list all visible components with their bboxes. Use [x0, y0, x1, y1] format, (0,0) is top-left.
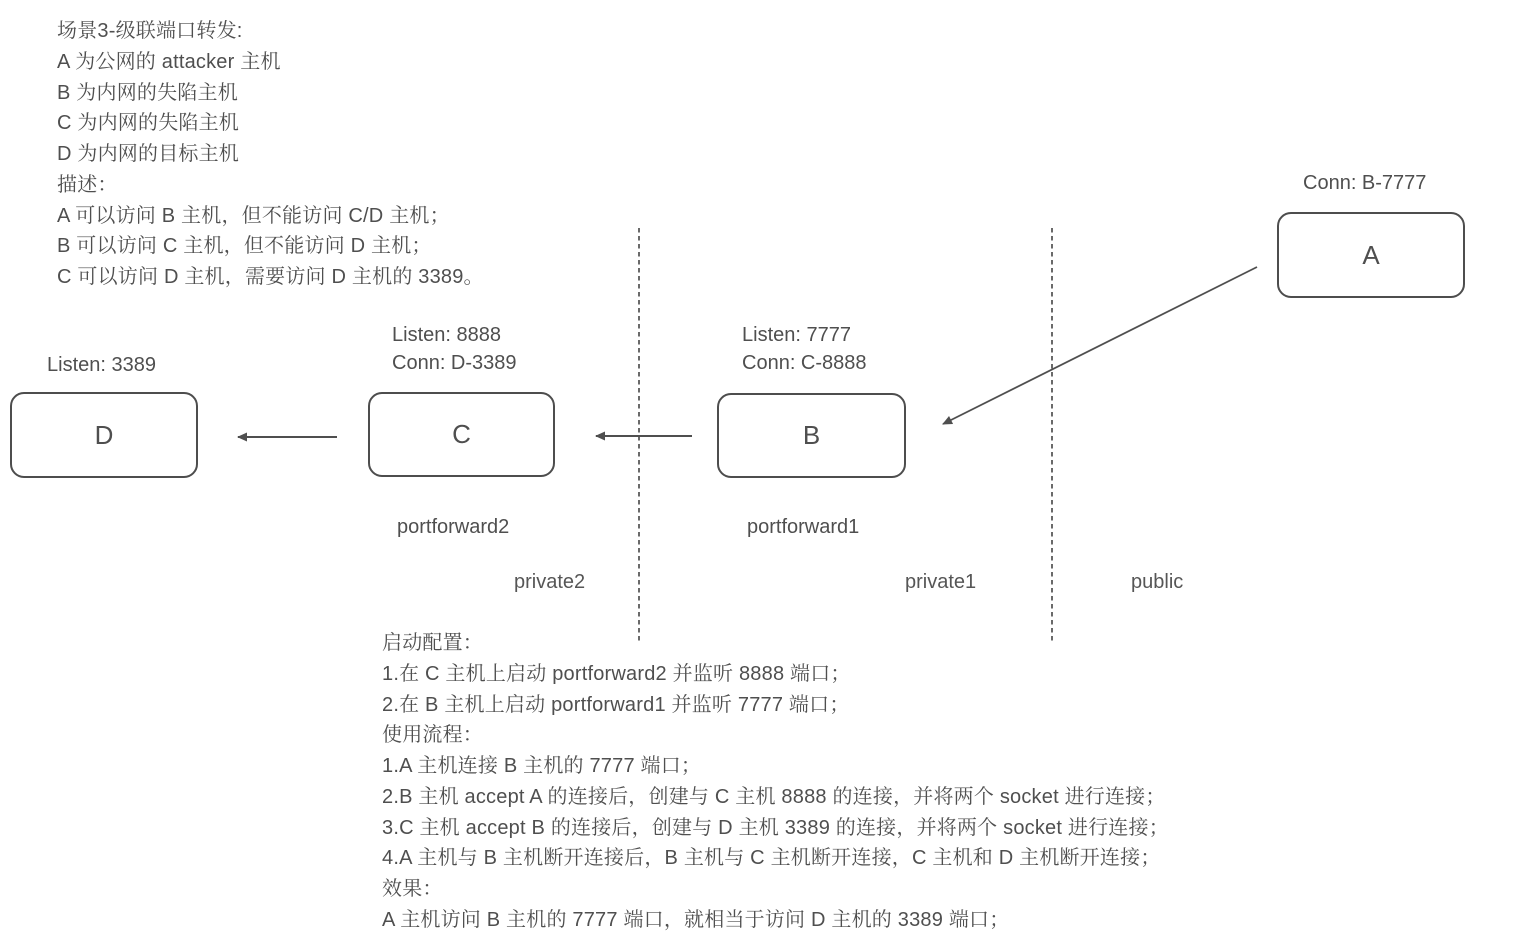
host-box-a [1277, 212, 1465, 298]
scenario-note-line: D 为内网的目标主机 [57, 143, 239, 165]
zone-label-private2: private2 [514, 571, 586, 593]
host-box-b [717, 393, 906, 478]
config-note-line: 4.A 主机与 B 主机断开连接后，B 主机与 C 主机断开连接，C 主机和 D 主机断开连接； [382, 847, 1161, 870]
config-note-line: 2.B 主机 accept A 的连接后，创建与 C 主机 8888 的连接，并将两个 socket 进行连接； [382, 785, 1166, 808]
arrow-a-to-b [943, 267, 1257, 424]
host-c-conn-label: Conn: D-3389 [392, 351, 517, 374]
config-note-line: 1.在 C 主机上启动 portforward2 并监听 8888 端口； [382, 662, 851, 685]
config-note-line: 使用流程： [382, 724, 483, 747]
host-box-d [10, 392, 198, 478]
scenario-note-line: C 可以访问 D 主机，需要访问 D 主机的 3389。 [57, 266, 484, 288]
zone-label-public: public [1131, 571, 1184, 593]
config-note-line: 2.在 B 主机上启动 portforward1 并监听 7777 端口； [382, 693, 850, 716]
host-a-conn-label: Conn: B-7777 [1303, 172, 1427, 194]
scenario-note-line: 场景3-级联端口转发: [57, 20, 243, 42]
scenario-note-line: B 可以访问 C 主机，但不能访问 D 主机； [57, 235, 432, 258]
scenario-note-line: C 为内网的失陷主机 [57, 112, 239, 135]
config-notes-block [382, 628, 1169, 936]
scenario-note-line: A 可以访问 B 主机，但不能访问 C/D 主机； [57, 204, 450, 227]
host-d-name: D [94, 419, 114, 450]
host-c-tool-label: portforward2 [397, 516, 510, 538]
config-note-line: 1.A 主机连接 B 主机的 7777 端口； [382, 755, 702, 777]
scenario-note-line: A 为公网的 attacker 主机 [57, 50, 281, 73]
config-note-line: A 主机访问 B 主机的 7777 端口，就相当于访问 D 主机的 3389 端口； [382, 908, 1010, 931]
host-c-listen-label: Listen: 8888 [392, 324, 501, 346]
scenario-note-line: B 为内网的失陷主机 [57, 81, 238, 104]
scenario-note-line: 描述： [57, 173, 118, 196]
host-c-port-labels [392, 322, 517, 377]
config-note-line: 启动配置： [382, 632, 483, 654]
config-note-line: 3.C 主机 accept B 的连接后，创建与 D 主机 3389 的连接，并将两个 socket 进行连接； [382, 816, 1169, 839]
host-a-name: A [1362, 239, 1380, 270]
host-b-tool-label: portforward1 [747, 516, 860, 538]
host-b-name: B [802, 420, 821, 450]
host-d-listen-label: Listen: 3389 [47, 354, 156, 376]
scenario-notes-block [57, 16, 484, 293]
host-box-c [368, 392, 555, 477]
host-b-conn-label: Conn: C-8888 [742, 351, 867, 374]
zone-label-private1: private1 [905, 571, 977, 593]
host-c-name: C [452, 419, 471, 449]
config-note-line: 效果： [382, 878, 443, 900]
host-b-port-labels [742, 322, 867, 377]
host-b-listen-label: Listen: 7777 [742, 324, 851, 346]
